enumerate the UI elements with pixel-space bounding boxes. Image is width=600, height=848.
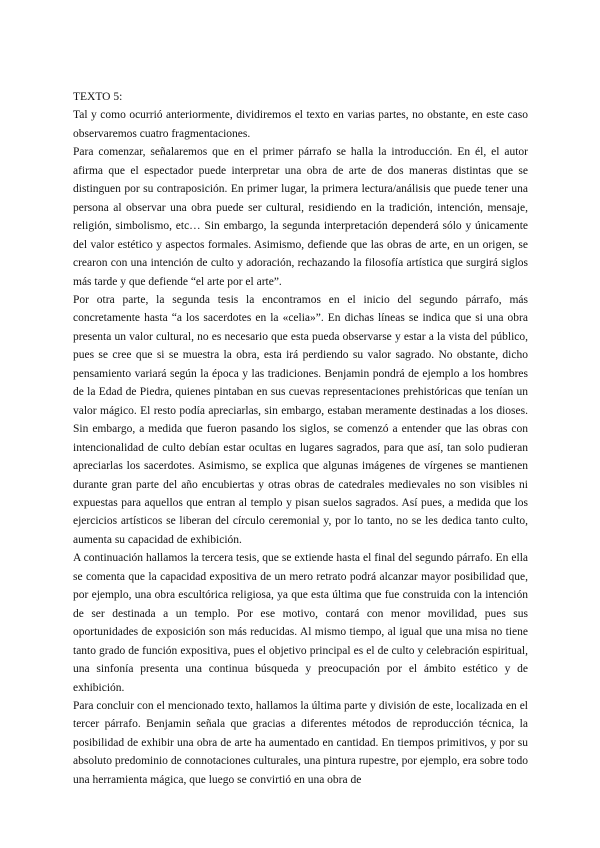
paragraph-intro: Tal y como ocurrió anteriormente, dividiremos el texto en varias partes, no obstante, en este caso observaremos cuatro fragmentaciones. xyxy=(73,109,528,140)
paragraph-first-thesis: Para comenzar, señalaremos que en el primer párrafo se halla la introducción. En él, el autor afirma que el espectador puede interpretar una obra de arte de dos maneras distintas que se distinguen por su contraposición. En primer lugar, la primera lectura/análisis que puede tener una persona al observar una obra puede ser cultural, residiendo en la tradición, intención, mensaje, religión, simbolismo, etc… Sin embargo, la segunda interpretación dependerá sólo y únicamente del valor estético y aspectos formales. Asimismo, defiende que las obras de arte, en un origen, se crearon con una intención de culto y adoración, rechazando la filosofía artística que surgirá siglos más tarde y que defiende “el arte por el arte”. xyxy=(73,146,528,288)
paragraph-second-thesis: Por otra parte, la segunda tesis la encontramos en el inicio del segundo párrafo, más concretamente hasta “a los sacerdotes en la «celia»”. En dichas líneas se indica que si una obra presenta un valor cultural, no es necesario que esta pueda observarse y estar a la vista del público, pues se cree que si se muestra la obra, esta irá perdiendo su valor sagrado. No obstante, dicho pensamiento variará según la época y las tradiciones. Benjamin pondrá de ejemplo a los hombres de la Edad de Piedra, quienes pintaban en sus cuevas representaciones prehistóricas que tenían un valor mágico. El resto podía apreciarlas, sin embargo, estaban meramente destinadas a los dioses. Sin embargo, a medida que fueron pasando los siglos, se comenzó a entender que las obras con intencionalidad de culto debían estar ocultas en lugares sagrados, para que así, tan solo pudieran apreciarlas los sacerdotes. Asimismo, se explica que algunas imágenes de vírgenes se mantienen durante gran parte del año encubiertas y otras obras de catedrales medievales no son visibles ni expuestas para aquellos que entran al templo y pisan suelos sagrados. Así pues, a medida que los ejercicios artísticos se liberan del círculo ceremonial y, por lo tanto, no se les dedica tanto culto, aumenta su capacidad de exhibición. xyxy=(73,293,528,546)
document-heading: TEXTO 5: xyxy=(73,91,123,103)
paragraph-conclusion: Para concluir con el mencionado texto, hallamos la última parte y división de este, localizada en el tercer párrafo. Benjamin señala que gracias a diferentes métodos de reproducción técnica, la posibilidad de exhibir una obra de arte ha aumentado en cantidad. En tiempos primitivos, y por su absoluto predominio de connotaciones culturales, una pintura rupestre, por ejemplo, era sobre todo una herramienta mágica, que luego se convirtió en una obra de xyxy=(73,699,528,786)
document-body xyxy=(73,88,528,789)
paragraph-third-thesis: A continuación hallamos la tercera tesis, que se extiende hasta el final del segundo párrafo. En ella se comenta que la capacidad expositiva de un mero retrato podrá alcanzar mayor posibilidad que, por ejemplo, una obra escultórica religiosa, ya que esta última que fue construida con la intención de ser destinada a un templo. Por ese motivo, contará con menor movilidad, pues sus oportunidades de exposición son más reducidas. Al mismo tiempo, al igual que una misa no tiene tanto grado de función expositiva, pues el objetivo principal es el de culto y celebración espiritual, una sinfonía presenta una continua búsqueda y preocupación por el ámbito estético y de exhibición. xyxy=(73,552,528,694)
